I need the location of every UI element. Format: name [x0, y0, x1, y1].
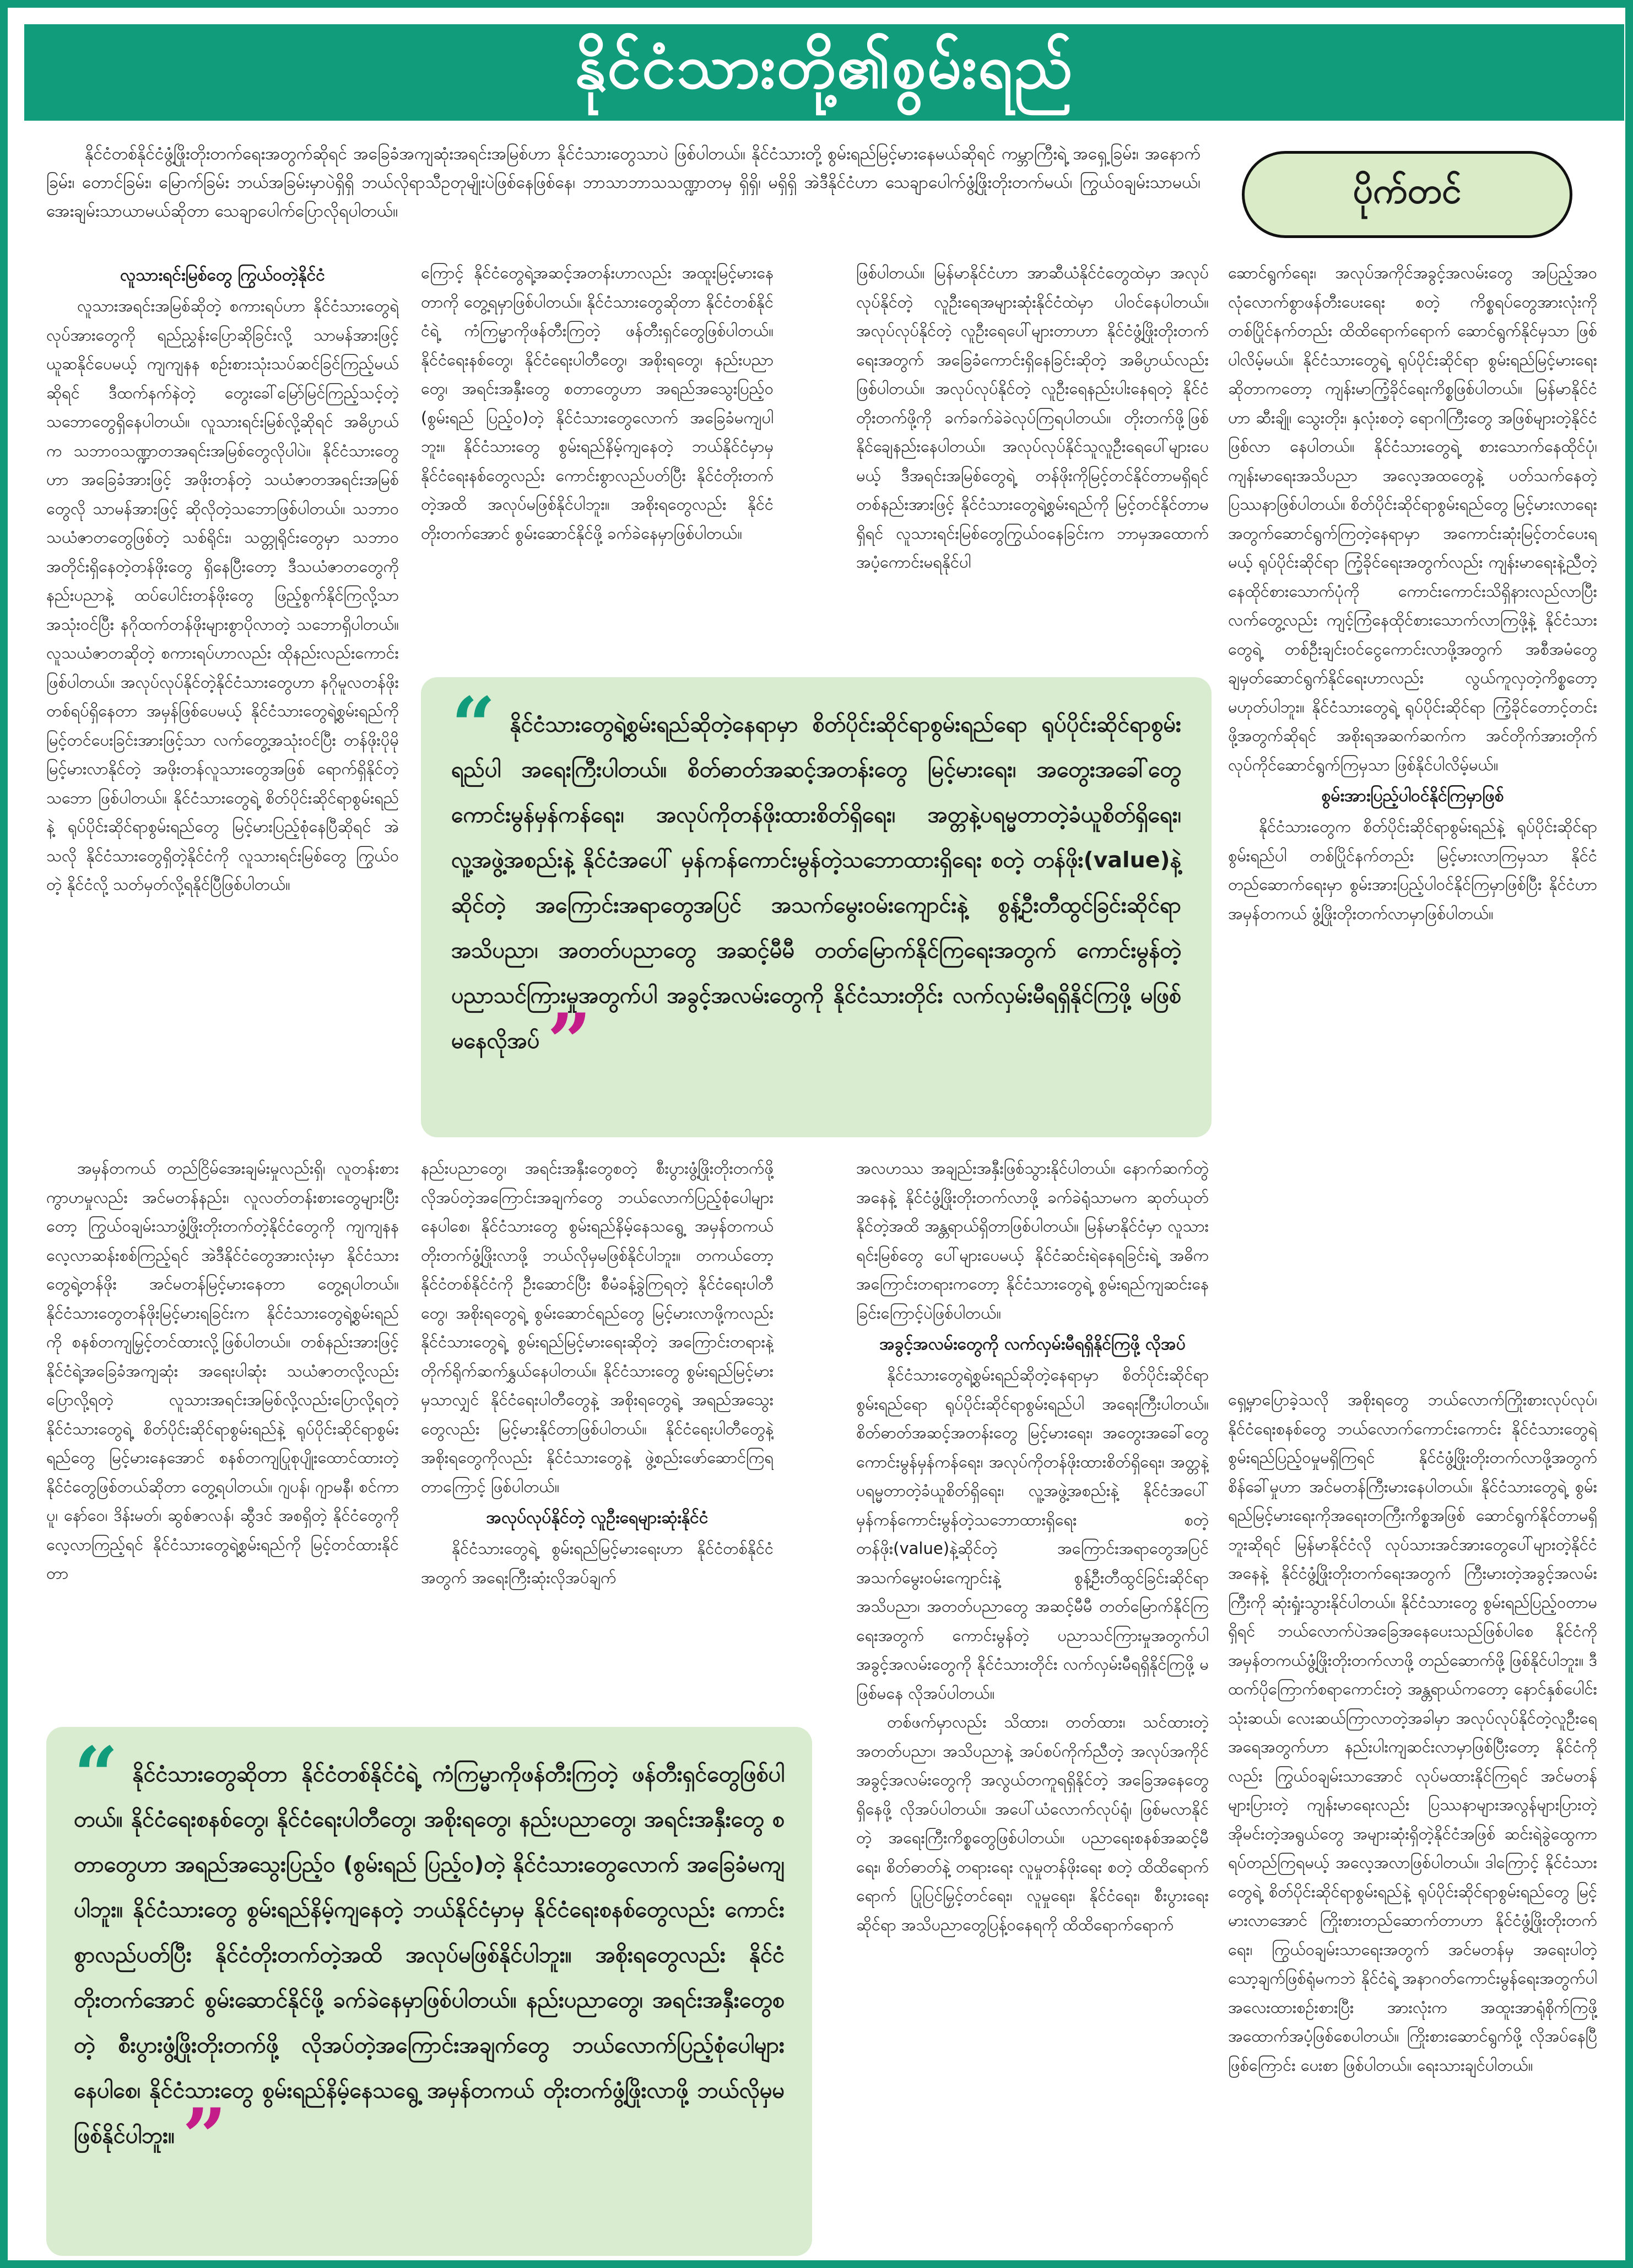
section-heading: လူသားရင်းမြစ်တွေ ကြွယ်ဝတဲ့နိုင်ငံ [120, 266, 325, 285]
column-text: အလဟဿ အချည်းအနှီးဖြစ်သွားနိုင်ပါတယ်။ နောက်ဆက်တွဲအနေနဲ့ နိုင်ငံဖွံ့ဖြိုးတိုးတက်လာဖို့ ခက်ခဲရုံသာမက ဆုတ်ယုတ်နိုင်တဲ့အထိ အန္တရာယ်ရှိတာဖြစ်ပါတယ်။ မြန်မာနိုင်ငံမှာ လူသားရင်းမြစ်တွေ ပေါ်များပေမယ့် နိုင်ငံဆင်းရဲနေရခြင်းရဲ့ အဓိကအကြောင်းတရားကတော့ နိုင်ငံသားတွေရဲ့ စွမ်းရည်ကျဆင်းနေခြင်းကြောင့်ပဲဖြစ်ပါတယ်။ [856, 1159, 1209, 1322]
quote-close-mark: ” [182, 2092, 227, 2183]
column-2-bottom [421, 1154, 774, 1716]
pull-quote-2 [46, 1727, 812, 2256]
column-text: လူသားအရင်းအမြစ်ဆိုတဲ့ စကားရပ်ဟာ နိုင်ငံသားတွေရဲ့လုပ်အားတွေကို ရည်ညွှန်းပြောဆိုခြင်းလို့ သာမန်အားဖြင့် ယူဆနိုင်ပေမယ့် ကျကျနန စဉ်းစားသုံးသပ်ဆင်ခြင်ကြည့်မယ်ဆိုရင် ဒီထက်နက်နဲတဲ့ တွေးခေါ်မြော်မြင်ကြည့်သင့်တဲ့ သဘောတွေရှိနေပါတယ်။ လူသားရင်းမြစ်လို့ဆိုရင် အဓိပ္ပာယ်က သဘာဝသဏ္ဍာတအရင်းအမြစ်တွေလိုပါပဲ။ နိုင်ငံသားတွေဟာ အခြေခံအားဖြင့် အဖိုးတန်တဲ့ သယံဇာတအရင်းအမြစ်တွေလို သာမန်အားဖြင့် ဆိုလိုတဲ့သဘောဖြစ်ပါတယ်။ သဘာဝသယံဇာတတွေဖြစ်တဲ့ သစ်ရိုင်း၊ သတ္တုရိုင်းတွေမှာ သဘာဝအတိုင်းရှိနေတဲ့တန်ဖိုးတွေ ရှိနေပြီးတော့ ဒီသယံဇာတတွေကို နည်းပညာနဲ့ ထပ်ပေါင်းတန်ဖိုးတွေ ဖြည့်စွက်နိုင်ကြလို့သာ အသုံးဝင်ပြီး နဂိုထက်တန်ဖိုးများစွာပိုလာတဲ့ သဘောရှိပါတယ်။ လူသယံဇာတဆိုတဲ့ စကားရပ်ဟာလည်း ထိုနည်းလည်းကောင်းဖြစ်ပါတယ်။ အလုပ်လုပ်နိုင်တဲ့နိုင်ငံသားတွေဟာ နဂိုမူလတန်ဖိုးတစ်ရပ်ရှိနေတာ အမှန်ဖြစ်ပေမယ့် နိုင်ငံသားတွေရဲ့စွမ်းရည်ကို မြင့်တင်ပေးခြင်းအားဖြင့်သာ လက်တွေ့အသုံးဝင်ပြီး တန်ဖိုးပိုမိုမြင့်မားလာနိုင်တဲ့ အဖိုးတန်လူသားတွေအဖြစ် ရောက်ရှိနိုင်တဲ့သဘော ဖြစ်ပါတယ်။ နိုင်ငံသားတွေရဲ့ စိတ်ပိုင်းဆိုင်ရာစွမ်းရည်နဲ့ ရုပ်ပိုင်းဆိုင်ရာစွမ်းရည်တွေ မြင့်မားပြည့်စုံနေပြီဆိုရင် အဲသလို နိုင်ငံသားတွေရှိတဲ့နိုင်ငံကို လူသားရင်းမြစ်တွေ ကြွယ်ဝတဲ့ နိုင်ငံလို့ သတ်မှတ်လို့ရနိုင်ပြီဖြစ်ပါတယ်။ [46, 296, 399, 894]
section-heading: စွမ်းအားပြည့်ပါဝင်နိုင်ကြမှာဖြစ် [1321, 786, 1504, 806]
pull-quote-1 [421, 677, 1212, 1137]
column-4-top [1228, 258, 1597, 1380]
column-text: ရှေ့မှာပြောခဲ့သလို အစိုးရတွေ ဘယ်လောက်ကြိုးစားလုပ်လုပ်၊ နိုင်ငံရေးစနစ်တွေ ဘယ်လောက်ကောင်းကောင်း နိုင်ငံသားတွေရဲ့ စွမ်းရည်ပြည့်ဝမှုမရှိကြရင် နိုင်ငံဖွံ့ဖြိုးတိုးတက်လာဖို့အတွက် စိန်ခေါ်မှုဟာ အင်မတန်ကြီးမားနေပါတယ်။ နိုင်ငံသားတွေရဲ့ စွမ်းရည်မြင့်မားရေးကိုအရေးတကြီးကိစ္စအဖြစ် ဆောင်ရွက်နိုင်တာမရှိဘူးဆိုရင် မြန်မာနိုင်ငံလို လုပ်သားအင်အားတွေပေါ်များတဲ့နိုင်ငံအနေနဲ့ နိုင်ငံဖွံ့ဖြိုးတိုးတက်ရေးအတွက် ကြီးမားတဲ့အခွင့်အလမ်းကြီးကို ဆုံးရှုံးသွားနိုင်ပါတယ်။ နိုင်ငံသားတွေ စွမ်းရည်ပြည့်ဝတာမရှိရင် ဘယ်လောက်ပဲအခြေအနေပေးသည်ဖြစ်ပါစေ နိုင်ငံကို အမှန်တကယ်ဖွံ့ဖြိုးတိုးတက်လာဖို့ တည်ဆောက်ဖို့ ဖြစ်နိုင်ပါဘူး။ ဒီထက်ပိုကြောက်စရာကောင်းတဲ့ အန္တရာယ်ကတော့ နောင်နှစ်ပေါင်း သုံးဆယ်၊ လေးဆယ်ကြာလာတဲ့အခါမှာ အလုပ်လုပ်နိုင်တဲ့လူဦးရေအရေအတွက်ဟာ နည်းပါးကျဆင်းလာမှာဖြစ်ပြီးတော့ နိုင်ငံကိုလည်း ကြွယ်ဝချမ်းသာအောင် လုပ်မထားနိုင်ကြရင် အင်မတန်များပြားတဲ့ ကျန်းမာရေးလည်း ပြဿနာများအလွန်များပြားတဲ့ အိုမင်းတဲ့အရွယ်တွေ အများဆုံးရှိတဲ့နိုင်ငံအဖြစ် ဆင်းရဲခွဲထွေကာ ရပ်တည်ကြရမယ့် အလေ့အလာဖြစ်ပါတယ်။ ဒါကြောင့် နိုင်ငံသားတွေရဲ့ စိတ်ပိုင်းဆိုင်ရာစွမ်းရည်နဲ့ ရုပ်ပိုင်းဆိုင်ရာစွမ်းရည်တွေ မြင့်မားလာအောင် ကြိုးစားတည်ဆောက်တာဟာ နိုင်ငံဖွံ့ဖြိုးတိုးတက်ရေး၊ ကြွယ်ဝချမ်းသာရေးအတွက် အင်မတန်မှ အရေးပါတဲ့သော့ချက်ဖြစ်ရုံမကဘဲ နိုင်ငံရဲ့ အနာဂတ်ကောင်းမွန်ရေးအတွက်ပါ အလေးထားစဉ်းစားပြီး အားလုံးက အထူးအာရုံစိုက်ကြဖို့ အထောက်အပံ့ဖြစ်စေပါတယ်။ ကြိုးစားဆောင်ရွက်ဖို့ လိုအပ်နေပြီဖြစ်ကြောင်း ပေးစာ ဖြစ်ပါတယ်။ ရေးသားချင်ပါတယ်။ [1228, 1390, 1597, 2075]
column-text: အမှန်တကယ် တည်ငြိမ်အေးချမ်းမှုလည်းရှိ၊ လူတန်းစားကွာဟမှုလည်း အင်မတန်နည်း၊ လူလတ်တန်းစားတွေများပြီးတော့ ကြွယ်ဝချမ်းသာဖွံ့ဖြိုးတိုးတက်တဲ့နိုင်ငံတွေကို ကျကျနနလေ့လာဆန်းစစ်ကြည့်ရင် အဲဒီနိုင်ငံတွေအားလုံးမှာ နိုင်ငံသားတွေရဲ့တန်ဖိုး အင်မတန်မြင့်မားနေတာ တွေ့ရပါတယ်။ နိုင်ငံသားတွေတန်ဖိုးမြင့်မားရခြင်းက နိုင်ငံသားတွေရဲ့စွမ်းရည်ကို စနစ်တကျမြှင့်တင်ထားလို့ဖြစ်ပါတယ်။ တစ်နည်းအားဖြင့် နိုင်ငံရဲ့အခြေခံအကျဆုံး အရေးပါဆုံး သယံဇာတလို့လည်း ပြောလို့ရတဲ့ လူသားအရင်းအမြစ်လို့လည်းပြောလို့ရတဲ့ နိုင်ငံသားတွေရဲ့ စိတ်ပိုင်းဆိုင်ရာစွမ်းရည်နဲ့ ရုပ်ပိုင်းဆိုင်ရာစွမ်းရည်တွေ မြင့်မားနေအောင် စနစ်တကျပြုစုပျိုးထောင်ထားတဲ့ နိုင်ငံတွေဖြစ်တယ်ဆိုတာ တွေ့ရပါတယ်။ ဂျပန်၊ ဂျာမနီ၊ စင်ကာပူ၊ နော်ဝေ၊ ဒိန်းမတ်၊ ဆွစ်ဇာလန်၊ ဆွီဒင် အစရှိတဲ့ နိုင်ငံတွေကို လေ့လာကြည့်ရင် နိုင်ငံသားတွေရဲ့စွမ်းရည်ကို မြင့်တင်ထားနိုင်တာ [46, 1159, 399, 1583]
column-text: နိုင်ငံသားတွေရဲ့စွမ်းရည်ဆိုတဲ့နေရာမှာ စိတ်ပိုင်းဆိုင်ရာစွမ်းရည်ရော ရုပ်ပိုင်းဆိုင်ရာစွမ်းရည်ပါ အရေးကြီးပါတယ်။ စိတ်ဓာတ်အဆင့်အတန်းတွေ မြင့်မားရေး၊ အတွေးအခေါ်တွေ ကောင်းမွန်မှန်ကန်ရေး၊ အလုပ်ကိုတန်ဖိုးထားစိတ်ရှိရေး၊ အတ္တနဲ့ပရမ္မတာတဲ့ခံယူစိတ်ရှိရေး၊ လူ့အဖွဲ့အစည်းနဲ့ နိုင်ငံအပေါ် မှန်ကန်ကောင်းမွန်တဲ့သဘောထားရှိရေး စတဲ့ တန်ဖိုး(value)နဲ့ဆိုင်တဲ့ အကြောင်းအရာတွေအပြင် အသက်မွေးဝမ်းကျောင်းနဲ့ စွန့်ဦးတီထွင်ခြင်းဆိုင်ရာ အသိပညာ၊ အတတ်ပညာတွေ အဆင့်မီမီ တတ်မြောက်နိုင်ကြရေးအတွက် ကောင်းမွန်တဲ့ ပညာသင်ကြားမှုအတွက်ပါ အခွင့်အလမ်းတွေကို နိုင်ငံသားတိုင်း လက်လှမ်းမီရရှိနိုင်ကြဖို့ မဖြစ်မနေ လိုအပ်ပါတယ်။ [856, 1365, 1209, 1703]
pull-quote-text: နိုင်ငံသားတွေဆိုတာ နိုင်ငံတစ်နိုင်ငံရဲ့ ကံကြမ္မာကိုဖန်တီးကြတဲ့ ဖန်တီးရှင်တွေဖြစ်ပါတယ်။ နိုင်ငံရေးစနစ်တွေ၊ နိုင်ငံရေးပါတီတွေ၊ အစိုးရတွေ၊ နည်းပညာတွေ၊ အရင်းအနှီးတွေ စတာတွေဟာ အရည်အသွေးပြည့်ဝ (စွမ်းရည် ပြည့်ဝ)တဲ့ နိုင်ငံသားတွေလောက် အခြေခံမကျပါဘူး။ နိုင်ငံသားတွေ စွမ်းရည်နိမ့်ကျနေတဲ့ ဘယ်နိုင်ငံမှာမှ နိုင်ငံရေးစနစ်တွေလည်း ကောင်းစွာလည်ပတ်ပြီး နိုင်ငံတိုးတက်တဲ့အထိ အလုပ်မဖြစ်နိုင်ပါဘူး။ အစိုးရတွေလည်း နိုင်ငံတိုးတက်အောင် စွမ်းဆောင်နိုင်ဖို့ ခက်ခဲနေမှာဖြစ်ပါတယ်။ နည်းပညာတွေ၊ အရင်းအနှီးတွေစတဲ့ စီးပွားဖွံ့ဖြိုးတိုးတက်ဖို့ လိုအပ်တဲ့အကြောင်းအချက်တွေ ဘယ်လောက်ပြည့်စုံပေါများနေပါစေ၊ နိုင်ငံသားတွေ စွမ်းရည်နိမ့်နေသရွေ့ အမှန်တကယ် တိုးတက်ဖွံ့ဖြိုးလာဖို့ ဘယ်လိုမှမဖြစ်နိုင်ပါဘူး။ [74, 1762, 785, 2148]
column-text: ကြောင့် နိုင်ငံတွေရဲ့အဆင့်အတန်းဟာလည်း အထူးမြင့်မားနေတာကို တွေ့ရမှာဖြစ်ပါတယ်။ နိုင်ငံသားတွေဆိုတာ နိုင်ငံတစ်နိုင်ငံရဲ့ ကံကြမ္မာကိုဖန်တီးကြတဲ့ ဖန်တီးရှင်တွေဖြစ်ပါတယ်။ နိုင်ငံရေးနစ်တွေ၊ နိုင်ငံရေးပါတီတွေ၊ အစိုးရတွေ၊ နည်းပညာတွေ၊ အရင်းအနှီးတွေ စတာတွေဟာ အရည်အသွေးပြည့်ဝ (စွမ်းရည် ပြည့်ဝ)တဲ့ နိုင်ငံသားတွေလောက် အခြေခံမကျပါဘူး။ နိုင်ငံသားတွေ စွမ်းရည်နိမ့်ကျနေတဲ့ ဘယ်နိုင်ငံမှာမှ နိုင်ငံရေးနစ်တွေလည်း ကောင်းစွာလည်ပတ်ပြီး နိုင်ငံတိုးတက်တဲ့အထိ အလုပ်မဖြစ်နိုင်ပါဘူး။ အစိုးရတွေလည်း နိုင်ငံတိုးတက်အောင် စွမ်းဆောင်နိုင်ဖို့ ခက်ခဲနေမှာဖြစ်ပါတယ်။ [421, 263, 774, 543]
column-text: နိုင်ငံသားတွေက စိတ်ပိုင်းဆိုင်ရာစွမ်းရည်နဲ့ ရုပ်ပိုင်းဆိုင်ရာစွမ်းရည်ပါ တစ်ပြိုင်နက်တည်း မြင့်မားလာကြမှသာ နိုင်ငံတည်ဆောက်ရေးမှာ စွမ်းအားပြည့်ပါဝင်နိုင်ကြမှာဖြစ်ပြီး နိုင်ငံဟာ အမှန်တကယ် ဖွံ့ဖြိုးတိုးတက်လာမှာဖြစ်ပါတယ်။ [1228, 817, 1597, 923]
column-text: နည်းပညာတွေ၊ အရင်းအနှီးတွေစတဲ့ စီးပွားဖွံ့ဖြိုးတိုးတက်ဖို့ လိုအပ်တဲ့အကြောင်းအချက်တွေ ဘယ်လောက်ပြည့်စုံပေါများနေပါစေ၊ နိုင်ငံသားတွေ စွမ်းရည်နိမ့်နေသရွေ့ အမှန်တကယ်တိုးတက်ဖွံ့ဖြိုးလာဖို့ ဘယ်လိုမှမဖြစ်နိုင်ပါဘူး။ တကယ်တော့ နိုင်ငံတစ်နိုင်ငံကို ဦးဆောင်ပြီး စီမံခန့်ခွဲကြရတဲ့ နိုင်ငံရေးပါတီတွေ၊ အစိုးရတွေရဲ့ စွမ်းဆောင်ရည်တွေ မြင့်မားလာဖို့ကလည်း နိုင်ငံသားတွေရဲ့ စွမ်းရည်မြင့်မားရေးဆိုတဲ့ အကြောင်းတရားနဲ့ တိုက်ရိုက်ဆက်နွှယ်နေပါတယ်။ နိုင်ငံသားတွေ စွမ်းရည်မြင့်မားမှသာလျှင် နိုင်ငံရေးပါတီတွေနဲ့ အစိုးရတွေရဲ့ အရည်အသွေးတွေလည်း မြင့်မားနိုင်တာဖြစ်ပါတယ်။ နိုင်ငံရေးပါတီတွေနဲ့ အစိုးရတွေကိုလည်း နိုင်ငံသားတွေနဲ့ ဖွဲ့စည်းဖော်ဆောင်ကြရတာကြောင့် ဖြစ်ပါတယ်။ [421, 1159, 774, 1496]
column-3-bottom [856, 1154, 1209, 2261]
column-1-top [46, 258, 399, 1154]
column-1-bottom [46, 1154, 399, 1716]
intro-paragraph [46, 140, 1201, 226]
column-3-top [856, 258, 1209, 661]
title-banner [24, 24, 1624, 121]
column-text: နိုင်ငံသားတွေရဲ့ စွမ်းရည်မြင့်မားရေးဟာ နိုင်ငံတစ်နိုင်ငံအတွက် အရေးကြီးဆုံးလိုအပ်ချက် [421, 1539, 774, 1587]
quote-open-mark: “ [74, 1730, 118, 1821]
column-text: ဆောင်ရွက်ရေး၊ အလုပ်အကိုင်အခွင့်အလမ်းတွေ အပြည့်အဝ လုံလောက်စွာဖန်တီးပေးရေး စတဲ့ ကိစ္စရပ်တွေအားလုံးကို တစ်ပြိုင်နက်တည်း ထိထိရောက်ရောက် ဆောင်ရွက်နိုင်မှသာ ဖြစ်ပါလိမ့်မယ်။ နိုင်ငံသားတွေရဲ့ ရုပ်ပိုင်းဆိုင်ရာ စွမ်းရည်မြင့်မားရေးဆိုတာကတော့ ကျန်းမာကြံ့ခိုင်ရေးကိစ္စဖြစ်ပါတယ်။ မြန်မာနိုင်ငံဟာ ဆီးချို၊ သွေးတိုး၊ နှလုံးစတဲ့ ရောဂါကြီးတွေ အဖြစ်များတဲ့နိုင်ငံ ဖြစ်လာ နေပါတယ်။ နိုင်ငံသားတွေရဲ့ စားသောက်နေထိုင်ပုံ၊ ကျန်းမာရေးအသိပညာ အလေ့အထတွေနဲ့ ပတ်သက်နေတဲ့ ပြဿနာဖြစ်ပါတယ်။ စိတ်ပိုင်းဆိုင်ရာစွမ်းရည်တွေ မြင့်မားလာရေးအတွက်ဆောင်ရွက်ကြတဲ့နေရာမှာ အကောင်းဆုံးမြင့်တင်ပေးရမယ့် ရုပ်ပိုင်းဆိုင်ရာ ကြံ့ခိုင်ရေးအတွက်လည်း ကျန်းမာရေးနဲ့ညီတဲ့ နေထိုင်စားသောက်ပုံကို ကောင်းကောင်းသိရှိနားလည်လာပြီး လက်တွေ့လည်း ကျင့်ကြံနေထိုင်စားသောက်လာကြဖို့နဲ့ နိုင်ငံသားတွေရဲ့ တစ်ဦးချင်းဝင်ငွေကောင်းလာဖို့အတွက် အစီအမံတွေ ချမှတ်ဆောင်ရွက်နိုင်ရေးဟာလည်း လွယ်ကူလှတဲ့ကိစ္စတော့မဟုတ်ပါဘူး။ နိုင်ငံသားတွေရဲ့ ရုပ်ပိုင်းဆိုင်ရာ ကြံ့ခိုင်တောင့်တင်းဖို့အတွက်ဆိုရင် အစိုးရအဆက်ဆက်က အင်တိုက်အားတိုက် လုပ်ကိုင်ဆောင်ရွက်ကြမှသာ ဖြစ်နိုင်ပါလိမ့်မယ်။ [1228, 263, 1597, 774]
pull-quote-text: နိုင်ငံသားတွေရဲ့စွမ်းရည်ဆိုတဲ့နေရာမှာ စိတ်ပိုင်းဆိုင်ရာစွမ်းရည်ရော ရုပ်ပိုင်းဆိုင်ရာစွမ်းရည်ပါ အရေးကြီးပါတယ်။ စိတ်ဓာတ်အဆင့်အတန်းတွေ မြင့်မားရေး၊ အတွေးအခေါ်တွေ ကောင်းမွန်မှန်ကန်ရေး၊ အလုပ်ကိုတန်ဖိုးထားစိတ်ရှိရေး၊ အတ္တနဲ့ပရမ္မတာတဲ့ခံယူစိတ်ရှိရေး၊ လူ့အဖွဲ့အစည်းနဲ့ နိုင်ငံအပေါ် မှန်ကန်ကောင်းမွန်တဲ့သဘောထားရှိရေး စတဲ့ တန်ဖိုး(value)နဲ့ဆိုင်တဲ့ အကြောင်းအရာတွေအပြင် အသက်မွေးဝမ်းကျောင်းနဲ့ စွန့်ဦးတီထွင်ခြင်းဆိုင်ရာ အသိပညာ၊ အတတ်ပညာတွေ အဆင့်မီမီ တတ်မြောက်နိုင်ကြရေးအတွက် ကောင်းမွန်တဲ့ ပညာသင်ကြားမှုအတွက်ပါ အခွင့်အလမ်းတွေကို နိုင်ငံသားတိုင်း လက်လှမ်းမီရရှိနိုင်ကြဖို့ မဖြစ်မနေလိုအပ် [451, 712, 1181, 1054]
column-text: ဖြစ်ပါတယ်။ မြန်မာနိုင်ငံဟာ အာဆီယံနိုင်ငံတွေထဲမှာ အလုပ်လုပ်နိုင်တဲ့ လူဦးရေအများဆုံးနိုင်ငံထဲမှာ ပါဝင်နေပါတယ်။ အလုပ်လုပ်နိုင်တဲ့ လူဦးရေပေါ်များတာဟာ နိုင်ငံဖွံ့ဖြိုးတိုးတက်ရေးအတွက် အခြေခံကောင်းရှိနေခြင်းဆိုတဲ့ အဓိပ္ပာယ်လည်းဖြစ်ပါတယ်။ အလုပ်လုပ်နိုင်တဲ့ လူဦးရေနည်းပါးနေရတဲ့ နိုင်ငံတိုးတက်ဖို့ကို ခက်ခက်ခဲခဲလုပ်ကြရပါတယ်။ တိုးတက်ဖို့ဖြစ်နိုင်ချေနည်းနေပါတယ်။ အလုပ်လုပ်နိုင်သူလူဦးရေပေါ်များပေမယ့် ဒီအရင်းအမြစ်တွေရဲ့ တန်ဖိုးကိုမြင့်တင်နိုင်တာမရှိရင် တစ်နည်းအားဖြင့် နိုင်ငံသားတွေရဲ့စွမ်းရည်ကို မြင့်တင်နိုင်တာမရှိရင် လူသားရင်းမြစ်တွေကြွယ်ဝနေခြင်းက ဘာမှအထောက်အပံ့ကောင်းမရနိုင်ပါ [856, 263, 1209, 571]
intro-text: နိုင်ငံတစ်နိုင်ငံဖွံ့ဖြိုးတိုးတက်ရေးအတွက်ဆိုရင် အခြေခံအကျဆုံးအရင်းအမြစ်ဟာ နိုင်ငံသားတွေသာပဲ ဖြစ်ပါတယ်။ နိုင်ငံသားတို့ စွမ်းရည်မြင့်မားနေမယ်ဆိုရင် ကမ္ဘာကြီးရဲ့ အရှေ့ခြမ်း၊ အနောက်ခြမ်း၊ တောင်ခြမ်း၊ မြောက်ခြမ်း ဘယ်အခြမ်းမှာပဲရှိရှိ ဘယ်လိုရာသီဥတုမျိုးပဲဖြစ်နေဖြစ်နေ၊ ဘာသာဘာသသဏ္ဍာတမှ ရှိရှိ၊ မရှိရှိ အဲဒီနိုင်ငံဟာ သေချာပေါက်ဖွံ့ဖြိုးတိုးတက်မယ်၊ ကြွယ်ဝချမ်းသာမယ်၊ အေးချမ်းသာယာမယ်ဆိုတာ သေချာပေါက်ပြောလိုရပါတယ်။ [46, 144, 1201, 221]
section-heading: အလုပ်လုပ်နိုင်တဲ့ လူဦးရေများဆုံးနိုင်ငံ [486, 1508, 709, 1527]
section-heading: အခွင့်အလမ်းတွေကို လက်လှမ်းမီရရှိနိုင်ကြဖို့ လိုအပ် [879, 1335, 1186, 1354]
quote-open-mark: “ [451, 681, 496, 771]
column-2-top [421, 258, 774, 661]
article-title: နိုင်ငံသားတို့၏စွမ်းရည် [575, 31, 1074, 102]
column-4-bottom [1228, 1385, 1597, 2261]
quote-close-mark: ” [547, 997, 592, 1088]
author-badge [1242, 151, 1572, 238]
column-text: တစ်ဖက်မှာလည်း သိထား၊ တတ်ထား၊ သင်ထားတဲ့ အတတ်ပညာ၊ အသိပညာနဲ့ အပ်စပ်ကိုက်ညီတဲ့ အလုပ်အကိုင်အခွင့်အလမ်းတွေကို အလွယ်တကူရရှိနိုင်တဲ့ အခြေအနေတွေရှိနေဖို့ လိုအပ်ပါတယ်။ အပေါ်ယံလောက်လုပ်ရုံ၊ ဖြစ်မလာနိုင်တဲ့ အရေးကြီးကိစ္စတွေဖြစ်ပါတယ်။ ပညာရေးစနစ်အဆင့်မီရေး၊ စိတ်ဓာတ်နဲ့ တရားရေး လူမှုတန်ဖိုးရေး စတဲ့ ထိထိရောက်ရောက် ပြုပြင်မြှင့်တင်ရေး၊ လူမှုရေး၊ နိုင်ငံရေး၊ စီးပွားရေးဆိုင်ရာ အသိပညာတွေပြန့်ဝနေရကို ထိထိရောက်ရောက် [856, 1713, 1209, 1934]
author-name: ပိုက်တင် [1353, 171, 1462, 212]
